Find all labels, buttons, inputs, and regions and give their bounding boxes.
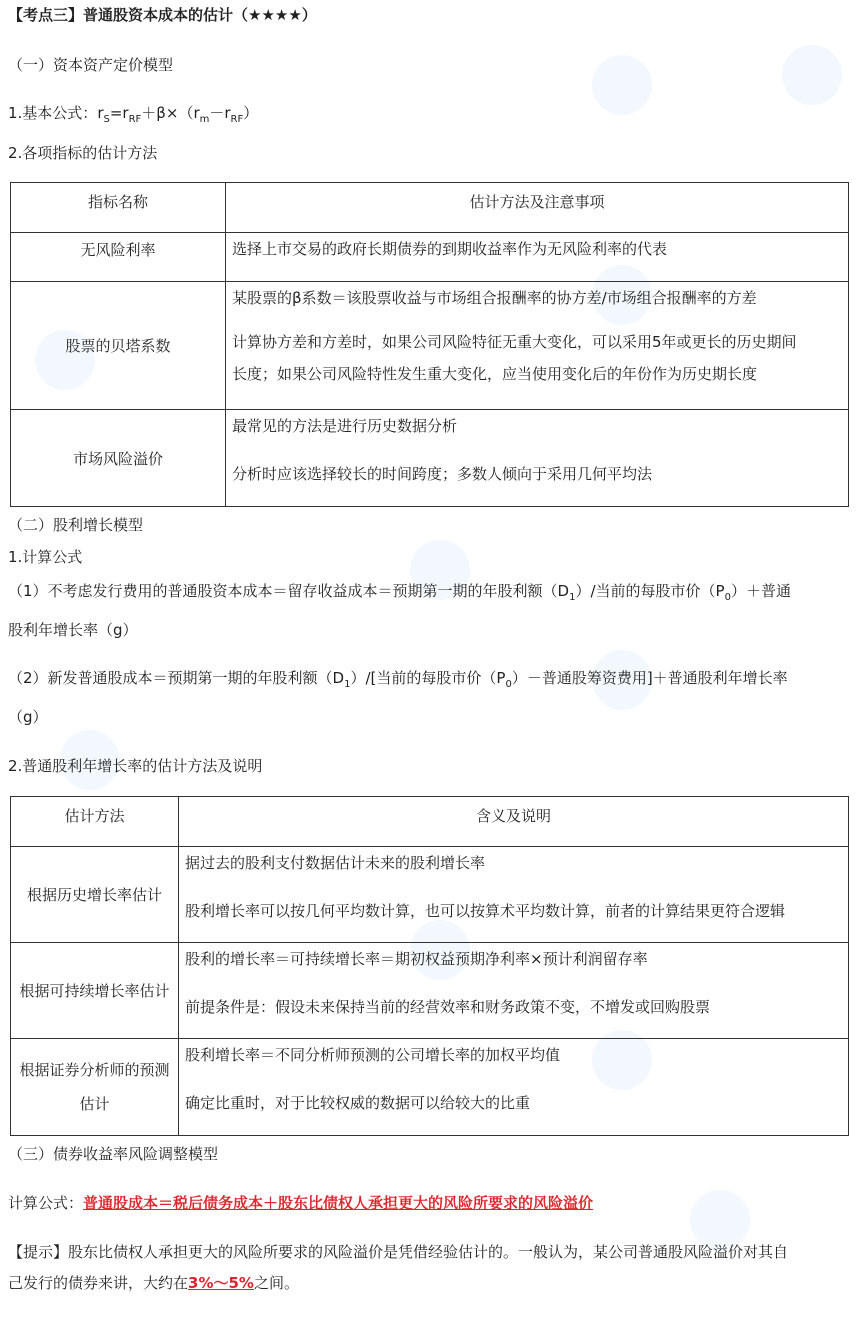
table-cell-desc: 某股票的β系数＝该股票收益与市场组合报酬率的协方差/市场组合报酬率的方差 计算协方差和方差时，如果公司风险特征无重大变化，可以采用5年或更长的历史期间 长度；如果公司风险特性发生重大变化，应当使用变化后的年份作为历史期长度 bbox=[226, 282, 849, 410]
table-header-row bbox=[11, 183, 849, 233]
capm-indicator-table bbox=[10, 182, 849, 507]
capm-formula: 1.基本公式：$r_S=r_{RF}+\beta\times(r_m-r_{RF})$ bbox=[8, 104, 259, 125]
table-cell-name: 根据可持续增长率估计 bbox=[11, 943, 179, 1039]
table-cell-desc: 选择上市交易的政府长期债券的到期收益率作为无风险利率的代表 bbox=[226, 233, 849, 282]
table-cell-desc: 股利增长率＝不同分析师预测的公司增长率的加权平均值 确定比重时，对于比较权威的数据可以给较大的比重 bbox=[179, 1039, 849, 1136]
table-cell-name: 市场风险溢价 bbox=[11, 410, 226, 507]
section-capm-heading: （一）资本资产定价模型 bbox=[8, 56, 174, 74]
table-cell-desc: 据过去的股利支付数据估计未来的股利增长率 股利增长率可以按几何平均数计算，也可以按算术平均数计算，前者的计算结果更符合逻辑 bbox=[179, 847, 849, 943]
table-header-cell: 估计方法 bbox=[11, 797, 179, 847]
bond-formula-label: 计算公式： bbox=[8, 1194, 84, 1212]
section-ddm-heading: （二）股利增长模型 bbox=[8, 516, 144, 534]
ddm-growth-heading: 2.普通股利年增长率的估计方法及说明 bbox=[8, 757, 263, 775]
ddm-formula-2-cont: （g） bbox=[8, 708, 48, 726]
watermark-logo bbox=[592, 55, 652, 115]
bond-formula-highlight: 普通股成本＝税后债务成本＋股东比债权人承担更大的风险所要求的风险溢价 bbox=[83, 1194, 594, 1212]
table-row bbox=[11, 943, 849, 1039]
table-row bbox=[11, 1039, 849, 1136]
table-row bbox=[11, 847, 849, 943]
ddm-formula-1-cont: 股利年增长率（g） bbox=[8, 621, 138, 639]
ddm-formula-1: （1）不考虑发行费用的普通股资本成本＝留存收益成本＝预期第一期的年股利额$(D_1)/$当前的每股市价$(P_0)+$普通 bbox=[8, 582, 791, 603]
table-cell-desc: 股利的增长率＝可持续增长率＝期初权益预期净利率×预计利润留存率 前提条件是：假设未来保持当前的经营效率和财务政策不变，不增发或回购股票 bbox=[179, 943, 849, 1039]
capm-methods-heading: 2.各项指标的估计方法 bbox=[8, 144, 158, 162]
table-cell-name: 根据证券分析师的预测估计 bbox=[11, 1039, 179, 1136]
table-row bbox=[11, 233, 849, 282]
table-cell-name: 无风险利率 bbox=[11, 233, 226, 282]
table-row bbox=[11, 282, 849, 410]
section-bond-heading: （三）债券收益率风险调整模型 bbox=[8, 1145, 219, 1163]
tip-line-2: 己发行的债券来讲，大约在3%～5%之间。 bbox=[8, 1274, 299, 1292]
tip-range-highlight: 3%～5% bbox=[188, 1274, 254, 1292]
page-title: 【考点三】普通股资本成本的估计（★★★★） bbox=[8, 6, 317, 24]
table-cell-desc: 最常见的方法是进行历史数据分析 分析时应该选择较长的时间跨度；多数人倾向于采用几何平均法 bbox=[226, 410, 849, 507]
capm-formula-label: 1.基本公式： bbox=[8, 104, 98, 122]
table-header-cell: 含义及说明 bbox=[179, 797, 849, 847]
table-header-cell: 估计方法及注意事项 bbox=[226, 183, 849, 233]
bond-formula bbox=[8, 1192, 593, 1213]
table-cell-name: 根据历史增长率估计 bbox=[11, 847, 179, 943]
growth-estimation-table bbox=[10, 796, 849, 1136]
table-row bbox=[11, 410, 849, 507]
ddm-calc-heading: 1.计算公式 bbox=[8, 548, 83, 566]
table-cell-name: 股票的贝塔系数 bbox=[11, 282, 226, 410]
table-header-row bbox=[11, 797, 849, 847]
watermark-logo bbox=[782, 45, 842, 105]
table-header-cell: 指标名称 bbox=[11, 183, 226, 233]
ddm-formula-2: （2）新发普通股成本＝预期第一期的年股利额$(D_1)/$[当前的每股市价$(P_0)-$普通股筹资费用]＋普通股利年增长率 bbox=[8, 669, 788, 690]
tip-line-1: 【提示】股东比债权人承担更大的风险所要求的风险溢价是凭借经验估计的。一般认为，某公司普通股风险溢价对其自 bbox=[8, 1243, 789, 1261]
